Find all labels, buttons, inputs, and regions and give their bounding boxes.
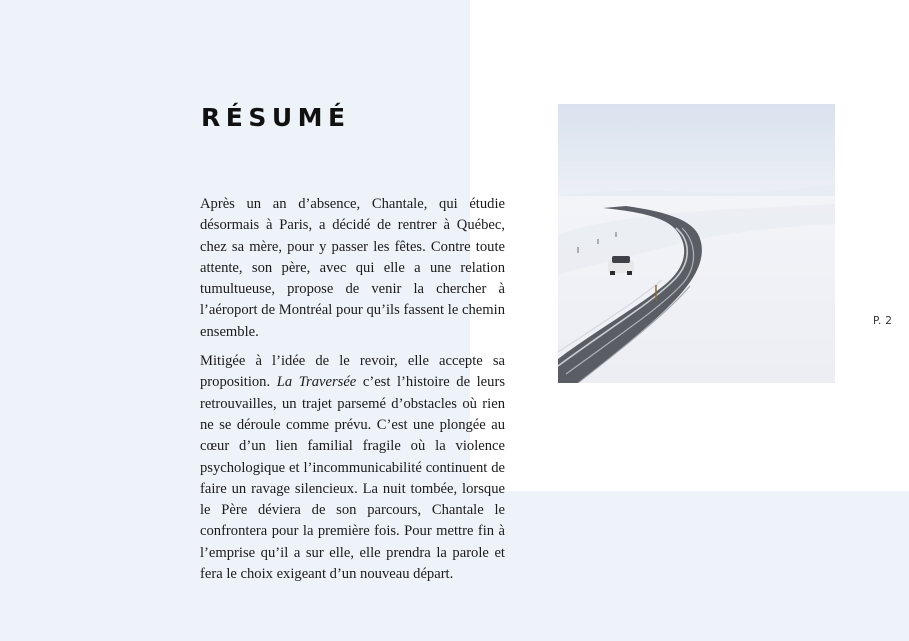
snowy-road-photo xyxy=(558,104,835,383)
summary-paragraph-2-end: c’est l’histoire de leurs retrouvailles, un trajet parsemé d’obstacles où rien ne se déroule comme prévu. C’est une plongée au cœur d’un lien familial fragile où la violence psychologique et l’incommunicabilité continuent de faire un ravage silencieux. La nuit tombée, lorsque le Père déviera de son parcours, Chantale le confrontera pour la première fois. Pour mettre fin à l’emprise qu’il a sur elle, elle prendra la parole et fera le choix exigeant d’un nouveau départ. xyxy=(200,374,505,583)
page-number: P. 2 xyxy=(873,315,893,327)
summary-paragraph-2 xyxy=(200,351,505,585)
summary-paragraph-1: Après un an d’absence, Chantale, qui étudie désormais à Paris, a décidé de rentrer à Québec, chez sa mère, pour y passer les fêtes. Contre toute attente, son père, avec qui elle a une relation tumultueuse, propose de venir la chercher à l’aéroport de Montréal pour qu’ils fassent le chemin ensemble. xyxy=(200,196,505,340)
sky xyxy=(558,104,835,204)
book-title: La Traversée xyxy=(276,374,357,391)
summary-paragraph-2-start: Mitigée à l’idée de le revoir, elle accepte sa proposition. xyxy=(200,353,505,391)
page-title: RÉSUMÉ xyxy=(201,103,351,132)
summary-text xyxy=(200,194,505,593)
